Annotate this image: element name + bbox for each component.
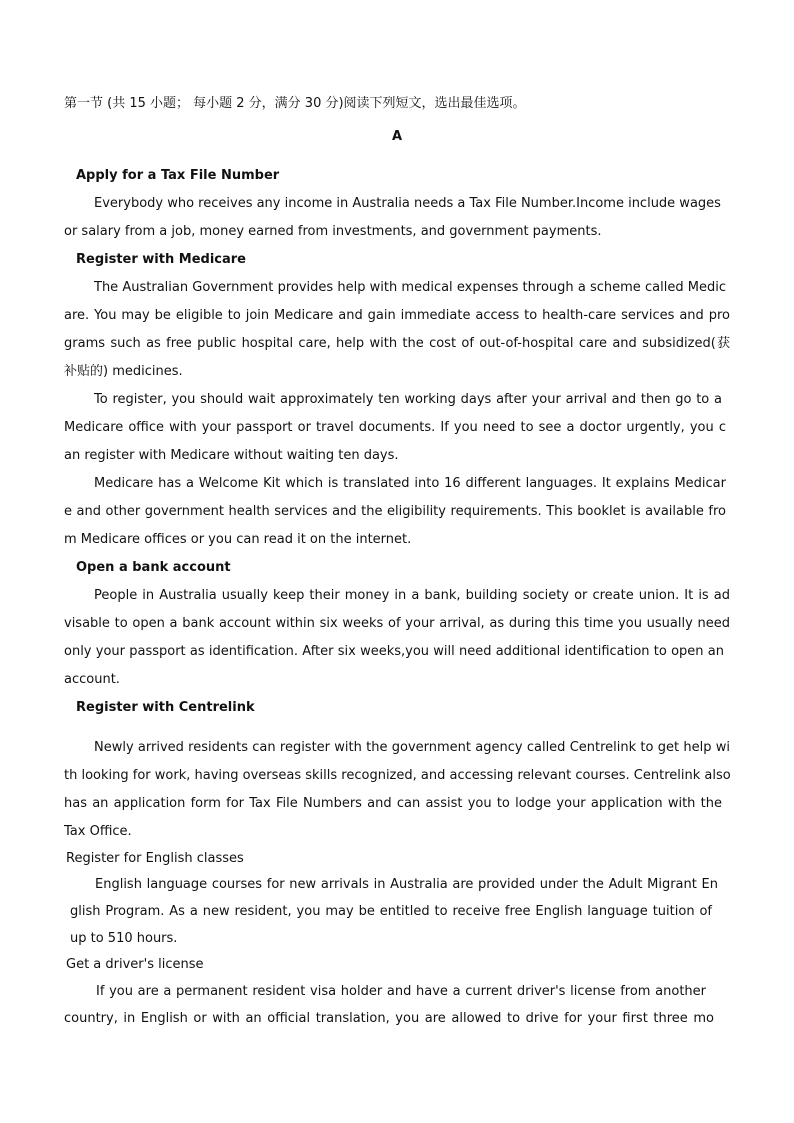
heading-english-classes: Register for English classes [66,851,244,866]
paragraph-line: Newly arrived residents can register with the government agency called Centrelink to get help wi [94,740,730,755]
paragraph-line: Medicare has a Welcome Kit which is translated into 16 different languages. It explains Medicar [94,476,726,491]
section-header: 第一节 (共 15 小题； 每小题 2 分，满分 30 分)阅读下列短文，选出最佳选项。 [64,96,526,111]
paragraph-line: m Medicare offices or you can read it on the internet. [64,532,412,547]
paragraph-line: 补贴的) medicines. [64,364,183,379]
paragraph-line: Everybody who receives any income in Australia needs a Tax File Number.Income include wages [94,196,721,211]
paragraph-line: The Australian Government provides help with medical expenses through a scheme called Medic [94,280,726,295]
paragraph-line: To register, you should wait approximately ten working days after your arrival and then go to a [94,392,722,407]
paragraph-line: an register with Medicare without waiting ten days. [64,448,399,463]
paragraph-line: e and other government health services and the eligibility requirements. This booklet is available fro [64,504,726,519]
heading-bank-account: Open a bank account [76,560,231,575]
paragraph-line: country, in English or with an official translation, you are allowed to drive for your first three mo [64,1011,714,1026]
paragraph-line: English language courses for new arrivals in Australia are provided under the Adult Migrant En [95,877,718,892]
heading-drivers-license: Get a driver's license [66,957,204,972]
paragraph-line: only your passport as identification. After six weeks,you will need additional identification to open an [64,644,724,659]
heading-medicare: Register with Medicare [76,252,246,267]
paragraph-line: has an application form for Tax File Numbers and can assist you to lodge your application with the [64,796,722,811]
paragraph-line: If you are a permanent resident visa holder and have a current driver's license from another [96,984,706,999]
paragraph-line: visable to open a bank account within six weeks of your arrival, as during this time you usually need [64,616,730,631]
heading-tax-file-number: Apply for a Tax File Number [76,168,280,183]
paragraph-line: account. [64,672,120,687]
paragraph-line: Medicare office with your passport or travel documents. If you need to see a doctor urgently, you c [64,420,726,435]
paragraph-line: glish Program. As a new resident, you may be entitled to receive free English language tuition of [70,904,712,919]
paragraph-line: grams such as free public hospital care, help with the cost of out-of-hospital care and subsidized(获 [64,336,730,351]
paragraph-line: up to 510 hours. [70,931,178,946]
paragraph-line: People in Australia usually keep their money in a bank, building society or create union. It is ad [94,588,730,603]
paragraph-line: th looking for work, having overseas skills recognized, and accessing relevant courses. Centrelink also [64,768,731,783]
passage-label: A [391,129,403,144]
paragraph-line: or salary from a job, money earned from investments, and government payments. [64,224,602,239]
paragraph-line: Tax Office. [64,824,132,839]
paragraph-line: are. You may be eligible to join Medicare and gain immediate access to health-care services and pro [64,308,730,323]
heading-centrelink: Register with Centrelink [76,700,255,715]
